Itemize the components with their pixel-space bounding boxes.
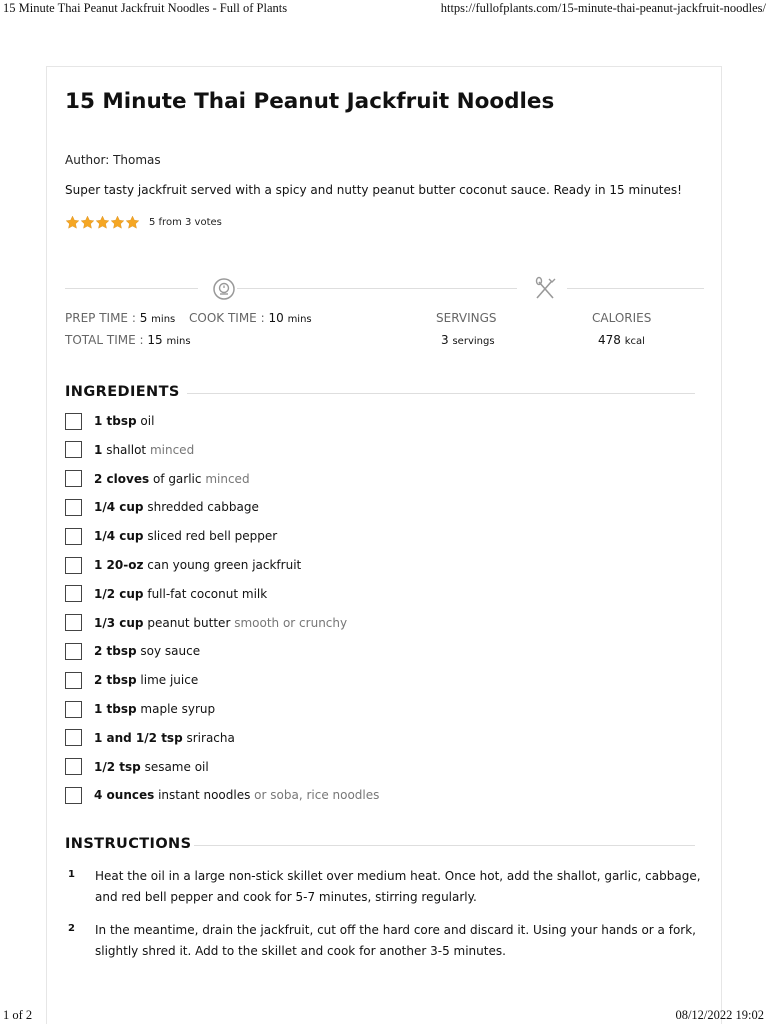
ingredient-checkbox[interactable] [65,672,82,689]
ingredient-checkbox[interactable] [65,614,82,631]
ingredient-note: smooth or crunchy [234,615,348,630]
instructions-title: INSTRUCTIONS [65,836,192,852]
recipe-author [65,153,161,167]
ingredient-item [65,698,215,720]
ingredient-text [94,788,379,802]
ingredient-item [65,554,301,576]
instruction-text: In the meantime, drain the jackfruit, cut off the hard core and discard it. Using your hands or a fork, slightly shred it. Add to the skillet and cook for another 3-5 minutes. [95,923,696,958]
ingredient-amount: 4 ounces [94,788,155,803]
print-datetime: 08/12/2022 19:02 [675,1008,764,1022]
ingredient-item [65,612,347,634]
ingredient-item [65,468,250,490]
star-icon[interactable] [110,215,125,230]
ingredient-name: sesame oil [144,759,209,774]
ingredient-name: maple syrup [140,702,216,716]
ingredient-text [94,500,259,514]
ingredient-amount: 2 cloves [94,471,150,486]
rating-stars[interactable] [65,215,140,230]
servings-number[interactable]: 3 [441,333,449,347]
calories-number: 478 [598,333,621,347]
total-time-unit: mins [166,336,191,347]
ingredient-amount: 1 tbsp [94,414,137,428]
ingredient-checkbox[interactable] [65,528,82,545]
ingredient-amount: 1/2 tsp [94,759,141,774]
instruction-number: 2 [68,923,75,934]
servings-unit: servings [452,336,495,347]
ingredient-item [65,640,200,662]
ingredient-amount: 1 and 1/2 tsp [94,730,183,745]
ingredient-name: shallot [106,442,147,457]
ingredient-checkbox[interactable] [65,470,82,487]
cook-time [189,311,312,325]
calories-value [598,333,645,347]
ingredient-item [65,756,209,778]
ingredient-name: sriracha [186,730,235,745]
ingredient-note: minced [149,442,195,457]
print-footer [0,1008,768,1024]
instruction-number: 1 [68,869,75,880]
ingredient-amount: 1/3 cup [94,615,144,630]
ingredient-item [65,410,154,432]
instructions-divider [194,845,695,846]
ingredient-item [65,439,194,461]
cook-time-value: 10 [268,311,284,325]
print-page-count: 1 of 2 [3,1008,33,1022]
ingredient-text [94,472,250,486]
ingredient-text [94,616,347,630]
ingredient-item [65,669,198,691]
star-icon[interactable] [125,215,140,230]
recipe-rating[interactable] [65,213,222,231]
ingredient-name: of garlic [152,471,202,486]
ingredient-name: sliced red bell pepper [147,529,278,544]
ingredient-amount: 2 tbsp [94,673,137,688]
ingredient-text [94,587,267,601]
prep-time [65,311,175,325]
ingredient-checkbox[interactable] [65,557,82,574]
ingredient-checkbox[interactable] [65,585,82,602]
star-icon[interactable] [95,215,110,230]
fork-knife-icon [532,276,558,302]
ingredient-note: or soba, rice noodles [254,788,380,803]
star-icon[interactable] [65,215,80,230]
ingredient-name: shredded cabbage [147,500,259,515]
instruction-text: Heat the oil in a large non-stick skillet over medium heat. Once hot, add the shallot, garlic, cabbage, and red bell pepper and cook for 5-7 minutes, stirring regularly. [95,869,701,904]
ingredients-divider [187,393,695,394]
ingredient-amount: 1/4 cup [94,500,144,515]
ingredient-text [94,731,235,745]
ingredient-amount: 1/4 cup [94,529,144,544]
recipe-summary: Super tasty jackfruit served with a spicy and nutty peanut butter coconut sauce. Ready in 15 minutes! [65,183,682,197]
ingredient-checkbox[interactable] [65,701,82,718]
meta-divider [237,288,517,289]
ingredient-name: can young green jackfruit [147,558,302,572]
ingredient-text [94,702,215,716]
star-icon[interactable] [80,215,95,230]
ingredient-checkbox[interactable] [65,643,82,660]
ingredient-checkbox[interactable] [65,729,82,746]
ingredient-name: lime juice [140,673,199,688]
ingredient-name: full-fat coconut milk [147,586,268,601]
calories-unit: kcal [624,336,645,347]
calories-label: CALORIES [592,311,652,325]
ingredient-checkbox[interactable] [65,413,82,430]
ingredient-item [65,784,379,806]
ingredient-amount: 1 tbsp [94,702,137,716]
cook-time-unit: mins [287,314,312,325]
ingredient-amount: 1 20-oz [94,558,144,572]
ingredient-text [94,673,198,687]
ingredient-text [94,760,209,774]
ingredient-item [65,583,267,605]
ingredient-name: instant noodles [158,788,251,803]
meta-divider [65,288,198,289]
recipe-title: 15 Minute Thai Peanut Jackfruit Noodles [65,89,555,114]
servings-value[interactable] [441,333,495,347]
ingredients-title: INGREDIENTS [65,384,180,400]
ingredient-amount: 1 [94,442,103,457]
ingredient-item [65,727,235,749]
ingredient-text [94,558,301,572]
recipe-card [46,66,722,1024]
prep-time-value: 5 [139,311,148,325]
total-time [65,333,191,347]
total-time-value: 15 [147,333,163,347]
ingredient-checkbox[interactable] [65,441,82,458]
ingredient-name: soy sauce [140,644,201,659]
print-url: https://fullofplants.com/15-minute-thai-peanut-jackfruit-noodles/ [440,1,766,15]
meta-divider [567,288,704,289]
ingredient-text [94,644,200,658]
prep-time-unit: mins [151,314,176,325]
servings-label: SERVINGS [436,311,497,325]
total-time-label: TOTAL TIME : [65,333,144,347]
ingredient-checkbox[interactable] [65,787,82,804]
print-header [0,0,768,16]
ingredient-item [65,525,277,547]
ingredient-text [94,529,277,543]
timer-icon [211,276,237,302]
ingredient-amount: 2 tbsp [94,644,137,659]
ingredient-note: minced [205,471,250,486]
ingredient-text [94,414,154,428]
cook-time-label: COOK TIME : [189,311,265,325]
ingredient-amount: 1/2 cup [94,586,144,601]
ingredient-name: oil [140,414,155,428]
prep-time-label: PREP TIME : [65,311,136,325]
print-page-title: 15 Minute Thai Peanut Jackfruit Noodles - Full of Plants [3,1,288,15]
ingredient-item [65,496,259,518]
ingredient-checkbox[interactable] [65,499,82,516]
ingredient-checkbox[interactable] [65,758,82,775]
rating-text: 5 from 3 votes [149,216,222,228]
author-label: Author: [65,153,110,167]
author-name: Thomas [113,153,161,167]
ingredient-text [94,443,194,457]
ingredient-name: peanut butter [147,615,231,630]
